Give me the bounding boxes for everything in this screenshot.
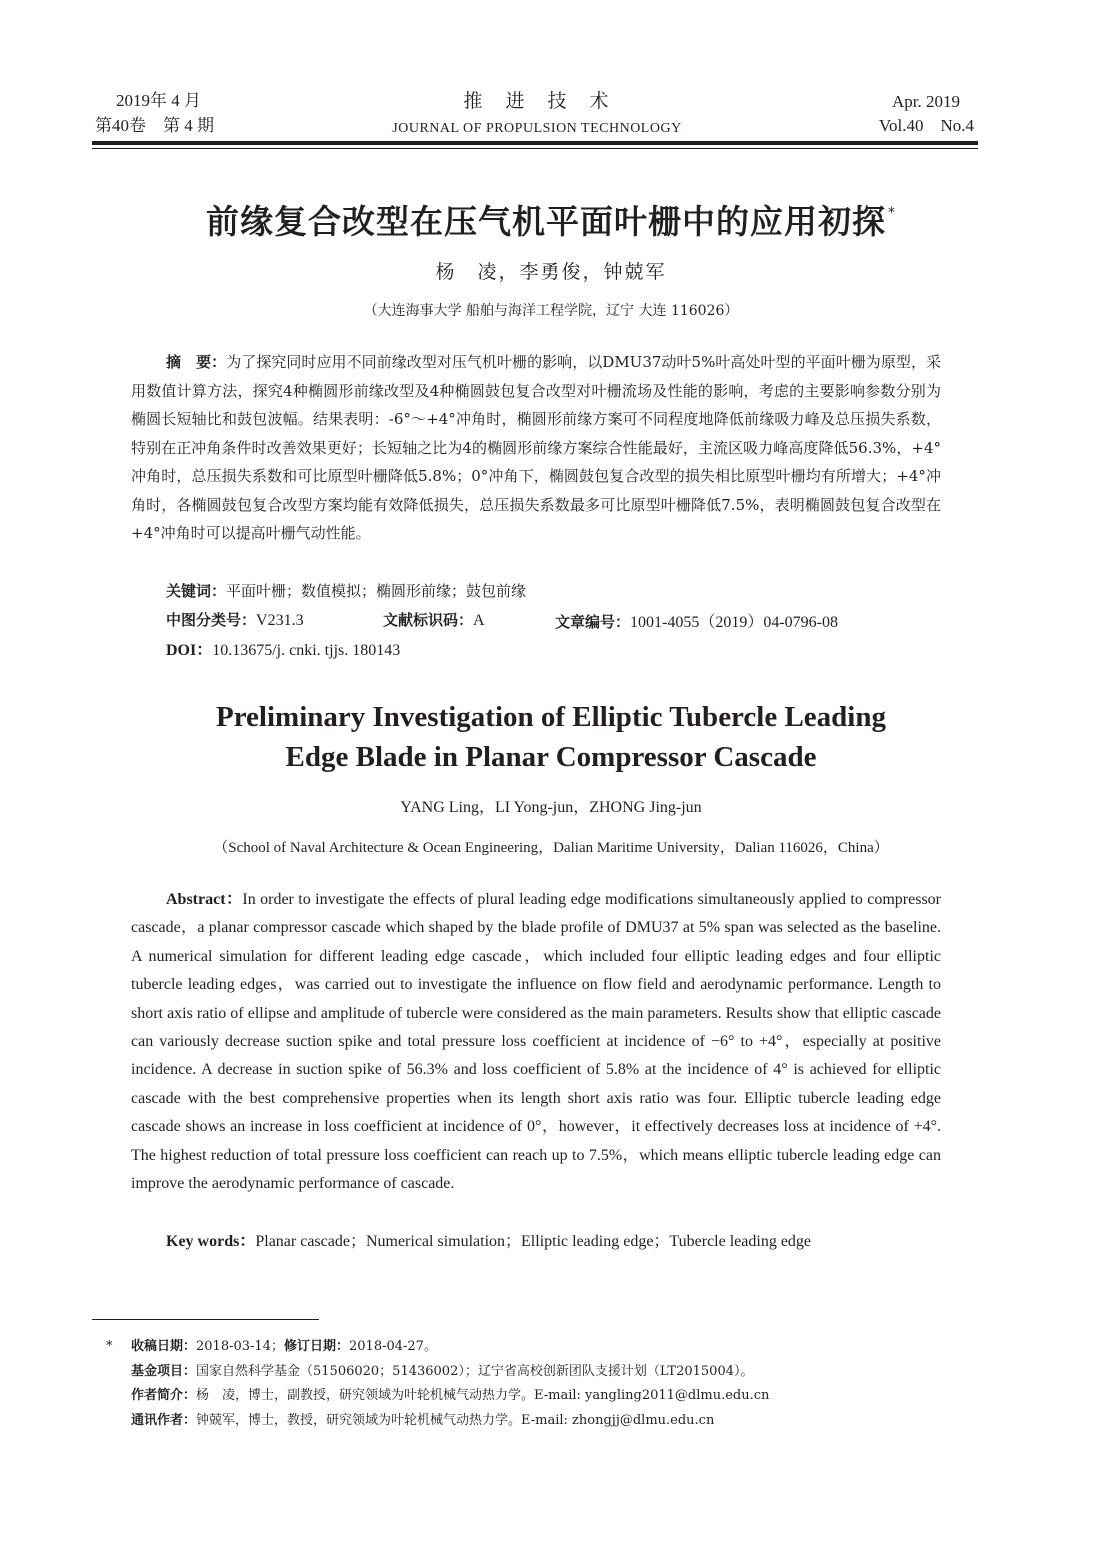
abstract-en xyxy=(131,886,941,1198)
abstract-cn xyxy=(131,348,941,548)
footnote-author-bio: 作者简介：杨 凌，博士，副教授，研究领域为叶轮机械气动热力学。E-mail: yangling2011@dlmu.edu.cn xyxy=(131,1388,770,1403)
header-date-cn: 2019年 4 月 xyxy=(116,91,201,110)
authors-cn: 杨 凌，李勇俊，钟兢军 xyxy=(435,261,667,283)
title-footnote-mark: * xyxy=(888,205,896,221)
doi: DOI：10.13675/j. cnki. tjjs. 180143 xyxy=(166,642,401,659)
authors-en: YANG Ling，LI Yong-jun，ZHONG Jing-jun xyxy=(400,799,702,816)
paper-title-en: Preliminary Investigation of Elliptic Tubercle Leading Edge Blade in Planar Compressor Cascade xyxy=(216,701,886,773)
footnote-fund: 基金项目：国家自然科学基金（51506020；51436002）；辽宁省高校创新团队支援计划（LT2015004）。 xyxy=(131,1364,754,1379)
document-code: 文献标识码：A xyxy=(383,611,485,629)
header-rule-thick xyxy=(92,141,978,145)
abstract-label-cn: 摘 要： xyxy=(166,353,227,371)
journal-name-cn: 推 进 技 术 xyxy=(463,90,611,112)
header-volume-cn: 第40卷 第 4 期 xyxy=(95,116,214,135)
paper-title-cn: 前缘复合改型在压气机平面叶栅中的应用初探 * xyxy=(206,202,896,241)
keywords-en: Key words：Planar cascade；Numerical simulation；Elliptic leading edge；Tubercle leading edge xyxy=(166,1233,812,1250)
header-rule-thin xyxy=(92,148,978,149)
article-number: 文章编号：1001-4055（2019）04-0796-08 xyxy=(555,613,839,631)
header-date-en: Apr. 2019 xyxy=(892,92,960,111)
footnote-rule xyxy=(92,1319,319,1320)
affiliation-en: （School of Naval Architecture & Ocean Engineering，Dalian Maritime University，Dalian 116026，China） xyxy=(213,840,889,856)
footnote-received: * 收稿日期：2018-03-14；修订日期：2018-04-27。 xyxy=(106,1339,437,1354)
affiliation-cn: （大连海事大学 船舶与海洋工程学院，辽宁 大连 116026） xyxy=(363,303,739,319)
abstract-text-en: In order to investigate the effects of plural leading edge modifications simultaneously applied to compressor cascade，a planar compressor cascade which shaped by the blade profile of DMU37 at 5% span was selected as the baseline. A numerical simulation for different leading edge cascade，which included four elliptic leading edges and four elliptic tubercle leading edges，was carried out to investigate the influence on flow field and aerodynamic performance. Length to short axis ratio of ellipse and amplitude of tubercle were considered as the main parameters. Results show that elliptic cascade can variously decrease suction spike and total pressure loss coefficient at incidence of −6° to +4°，especially at positive incidence. A decrease in suction spike of 56.3% and loss coefficient of 5.8% at the incidence of 4° is achieved for elliptic cascade with the best comprehensive properties when its length short axis ratio was four. Elliptic tubercle leading edge cascade shows an increase in loss coefficient at incidence of 0°，however，it effectively decreases loss at incidence of +4°. The highest reduction of total pressure loss coefficient can reach up to 7.5%，which means elliptic tubercle leading edge can improve the aerodynamic performance of cascade. xyxy=(131,891,942,1193)
abstract-label-en: Abstract： xyxy=(166,891,243,908)
footnote-corresponding-author: 通讯作者：钟兢军，博士，教授，研究领域为叶轮机械气动热力学。E-mail: zhongjj@dlmu.edu.cn xyxy=(131,1413,715,1428)
clc-number: 中图分类号：V231.3 xyxy=(166,611,304,629)
header-volume-en: Vol.40 No.4 xyxy=(878,116,974,135)
keywords-cn: 关键词：平面叶栅；数值模拟；椭圆形前缘；鼓包前缘 xyxy=(166,582,527,600)
journal-name-en: JOURNAL OF PROPULSION TECHNOLOGY xyxy=(392,121,682,136)
abstract-text-cn: 为了探究同时应用不同前缘改型对压气机叶栅的影响，以DMU37动叶5%叶高处叶型的平面叶栅为原型，采用数值计算方法，探究4种椭圆形前缘改型及4种椭圆鼓包复合改型对叶栅流场及性能的影响，考虑的主要影响参数分别为椭圆长短轴比和鼓包波幅。结果表明：-6°～+4°冲角时，椭圆形前缘方案可不同程度地降低前缘吸力峰及总压损失系数，特别在正冲角条件时改善效果更好；长短轴之比为4的椭圆形前缘方案综合性能最好，主流区吸力峰高度降低56.3%，+4°冲角时，总压损失系数和可比原型叶栅降低5.8%；0°冲角下，椭圆鼓包复合改型的损失相比原型叶栅均有所增大；+4°冲角时，各椭圆鼓包复合改型方案均能有效降低损失，总压损失系数最多可比原型叶栅降低7.5%，表明椭圆鼓包复合改型在+4°冲角时可以提高叶栅气动性能。 xyxy=(131,353,941,542)
